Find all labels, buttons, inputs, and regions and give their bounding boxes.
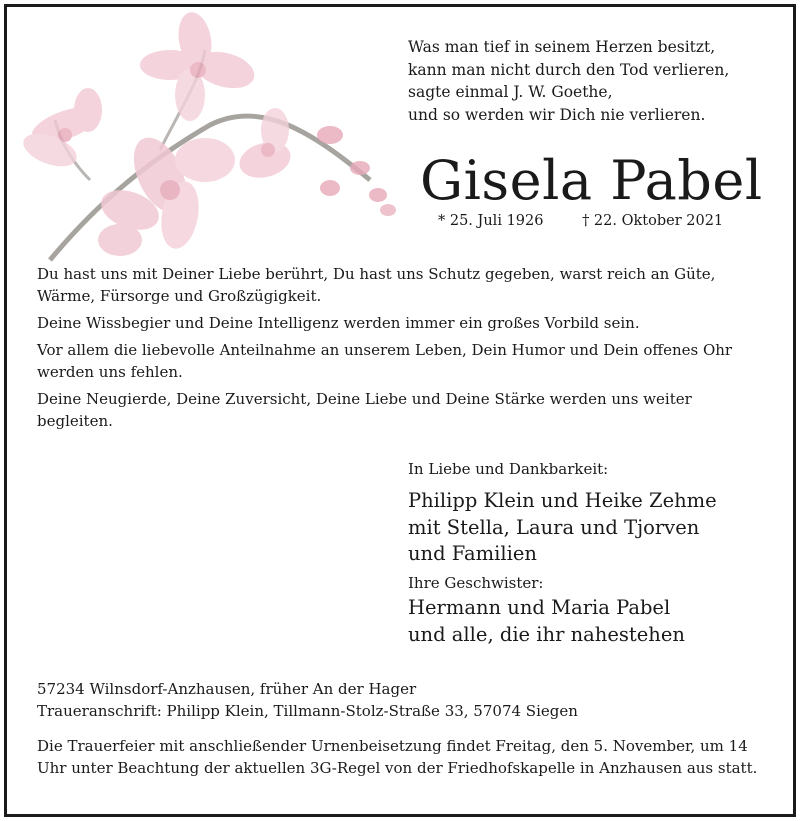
deceased-name: Gisela Pabel <box>420 149 763 212</box>
quote-line: sagte einmal J. W. Goethe, <box>408 83 613 101</box>
quote-line: und so werden wir Dich nie verlieren. <box>408 105 706 124</box>
tribute-paragraph: Deine Wissbegier und Deine Intelligenz werden immer ein großes Vorbild sein. <box>37 314 640 332</box>
mourning-address-line: Traueranschrift: Philipp Klein, Tillmann-Stolz-Straße 33, 57074 Siegen <box>37 701 578 720</box>
orchid-branch-image <box>10 10 400 265</box>
family-names <box>408 488 717 568</box>
goethe-quote <box>408 36 788 126</box>
sibling-names <box>408 595 685 648</box>
tribute-text <box>37 263 772 437</box>
sibling-line: und alle, die ihr nahestehen <box>408 622 685 646</box>
family-line: mit Stella, Laura und Tjorven <box>408 515 700 539</box>
birth-date: * 25. Juli 1926 <box>438 213 544 229</box>
quote-line: Was man tief in seinem Herzen besitzt, <box>408 38 716 56</box>
family-line: Philipp Klein und Heike Zehme <box>408 489 717 512</box>
residence-line: 57234 Wilnsdorf-Anzhausen, früher An der Hager <box>37 680 417 698</box>
family-line: und Familien <box>408 542 537 565</box>
mourners-intro: In Liebe und Dankbarkeit: <box>408 460 609 478</box>
siblings-label: Ihre Geschwister: <box>408 574 544 592</box>
tribute-paragraph: Du hast uns mit Deiner Liebe berührt, Du hast uns Schutz gegeben, warst reich an Güte, Wärme, Fürsorge und Großzügigkeit. <box>37 265 716 305</box>
sibling-line: Hermann und Maria Pabel <box>408 596 671 619</box>
ceremony-info: Die Trauerfeier mit anschließender Urnenbeisetzung findet Freitag, den 5. November, um 14 Uhr unter Beachtung der aktuellen 3G-Regel von der Friedhofskapelle in Anzhausen aus statt. <box>37 737 758 777</box>
tribute-paragraph: Vor allem die liebevolle Anteilnahme an unserem Leben, Dein Humor und Dein offenes Ohr werden uns fehlen. <box>37 341 733 381</box>
death-date: † 22. Oktober 2021 <box>582 213 724 229</box>
life-dates <box>438 213 757 229</box>
quote-line: kann man nicht durch den Tod verlieren, <box>408 60 730 79</box>
tribute-paragraph: Deine Neugierde, Deine Zuversicht, Deine Liebe und Deine Stärke werden uns weiter begleiten. <box>37 390 692 430</box>
address-block <box>37 679 578 722</box>
